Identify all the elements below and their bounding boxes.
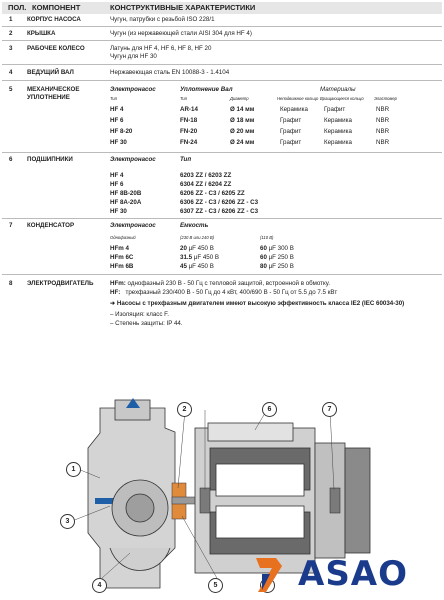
header-component: КОМПОНЕНТ <box>32 3 81 12</box>
capacitor-230v-unit: μF 450 В <box>192 254 219 261</box>
table-header <box>2 2 442 14</box>
pump-body <box>88 398 175 588</box>
seal-stationary-ring: Графит <box>280 117 302 124</box>
bearing-rear <box>330 488 340 513</box>
asao-logo-mark-icon <box>252 552 286 596</box>
row-component: РАБОЧЕЕ КОЛЕСО <box>27 45 85 52</box>
motor-text-hfm: однофазный 230 В - 50 Гц с тепловой защитой, встроенной в обмотку. <box>127 280 330 287</box>
seal-sub-type2: Тип <box>180 96 188 101</box>
capacitor-110v-unit: μF 300 В <box>266 245 294 252</box>
capacitor-sub-230: (230 В или 240 В) <box>180 235 215 240</box>
seal-type: FN-20 <box>180 128 198 135</box>
row-component-line2: УПЛОТНЕНИЕ <box>27 94 70 101</box>
motor-label-hf: HF: <box>110 289 121 296</box>
capacitor-pump: HFm 6B <box>110 263 134 270</box>
callout-5: 5 <box>208 578 223 593</box>
row-number: 8 <box>9 280 13 287</box>
row-description: Латунь для HF 4, HF 6, HF 8, HF 20 <box>110 45 212 52</box>
seal-type: AR-14 <box>180 106 198 113</box>
capacitor-110v-value: 60 <box>260 254 267 261</box>
callout-2: 2 <box>177 402 192 417</box>
motor-note: ➜ Насосы с трехфазным двигателем имеют высокую эффективность класса IE2 (IEC 60034-30) <box>110 300 405 307</box>
callout-7: 7 <box>322 402 337 417</box>
motor-insulation: – Изоляция: класс F. <box>110 311 169 318</box>
row-number: 5 <box>9 86 13 93</box>
motor-text-hf: трехфазный 230/400 В - 50 Гц до 4 кВт, 400/690 В - 50 Гц от 5.5 до 7.5 кВт <box>125 289 338 296</box>
seal-rotating-ring: Керамика <box>324 128 352 135</box>
capacitor-sub-single: Однофазный <box>110 235 136 240</box>
capacitor-110v <box>260 245 294 253</box>
bearing-type: 6304 ZZ / 6204 ZZ <box>180 181 232 188</box>
bearing-type: 6306 ZZ - C3 / 6206 ZZ - C3 <box>180 199 259 206</box>
row-component: КОРПУС НАСОСА <box>27 16 81 23</box>
capacitor-110v-unit: μF 250 В <box>266 254 294 261</box>
bearing-pump: HF 30 <box>110 208 127 215</box>
seal-stationary-ring: Графит <box>280 128 302 135</box>
row-number: 2 <box>9 30 13 37</box>
bearing-pump: HF 4 <box>110 172 124 179</box>
capacitor-230v-value: 45 <box>180 263 187 270</box>
row-component: КРЫШКА <box>27 30 56 37</box>
motor-label-hfm: HFm: <box>110 280 126 287</box>
seal-sub-rot: Вращающееся кольцо <box>320 96 364 101</box>
row-component: ВЕДУЩИЙ ВАЛ <box>27 69 74 76</box>
seal-rotating-ring: Графит <box>324 106 346 113</box>
row-description: Чугун (из нержавеющей стали AISI 304 для HF 4) <box>110 30 252 37</box>
bearing-pump: HF 6 <box>110 181 124 188</box>
seal-diameter: Ø 20 мм <box>230 128 255 135</box>
seal-sub-elast: Эластомер <box>374 96 397 101</box>
capacitor-110v <box>260 263 294 271</box>
bearing-front <box>200 488 210 513</box>
capacitor-230v <box>180 254 219 262</box>
capacitor-110v <box>260 254 294 262</box>
bearings-header-pump: Электронасос <box>110 156 156 163</box>
row-component: ПОДШИПНИКИ <box>27 156 73 163</box>
bearing-type: 6203 ZZ / 6203 ZZ <box>180 172 232 179</box>
seal-elastomer: NBR <box>376 106 390 113</box>
motor-protection: – Степень защиты: IP 44. <box>110 320 183 327</box>
seal-stationary-ring: Графит <box>280 139 302 146</box>
row-component: МЕХАНИЧЕСКОЕ <box>27 86 80 93</box>
capacitor-230v-unit: μF 450 В <box>186 245 214 252</box>
capacitor-230v-value: 31.5 <box>180 254 193 261</box>
row-component: КОНДЕНСАТОР <box>27 222 75 229</box>
row-number: 3 <box>9 45 13 52</box>
callout-1: 1 <box>66 462 81 477</box>
seal-header-seal: Уплотнение Вал <box>180 86 233 93</box>
bearing-type: 6206 ZZ - C3 / 6205 ZZ <box>180 190 245 197</box>
seal-pump: HF 4 <box>110 106 124 113</box>
row-number: 4 <box>9 69 13 76</box>
bearings-header-type: Тип <box>180 156 192 163</box>
capacitor-230v <box>180 263 214 271</box>
callout-6: 6 <box>262 402 277 417</box>
row-number: 6 <box>9 156 13 163</box>
callout-4: 4 <box>92 578 107 593</box>
asao-logo-text: ASAO <box>298 554 409 594</box>
asao-logo <box>252 548 444 600</box>
seal-diameter: Ø 18 мм <box>230 117 255 124</box>
seal-elastomer: NBR <box>376 139 390 146</box>
seal-header-materials: Материалы <box>320 86 356 93</box>
capacitor-110v-value: 60 <box>260 245 267 252</box>
seal-pump: HF 8-20 <box>110 128 133 135</box>
capacitor-110v-unit: μF 250 В <box>266 263 294 270</box>
seal-elastomer: NBR <box>376 128 390 135</box>
seal-diameter: Ø 24 мм <box>230 139 255 146</box>
bearing-pump: HF 8B-20B <box>110 190 142 197</box>
row-number: 1 <box>9 16 13 23</box>
seal-stationary-ring: Керамика <box>280 106 308 113</box>
bearing-type: 6307 ZZ - C3 / 6206 ZZ - C3 <box>180 208 259 215</box>
seal-rotating-ring: Керамика <box>324 117 352 124</box>
capacitor-header-pump: Электронасос <box>110 222 156 229</box>
row-description: Чугун, патрубки с резьбой ISO 228/1 <box>110 16 215 23</box>
row-number: 7 <box>9 222 13 229</box>
seal-header-pump: Электронасос <box>110 86 156 93</box>
row-description: Чугун для HF 30 <box>110 53 157 60</box>
seal-sub-type: Тип <box>110 96 118 101</box>
seal-diameter: Ø 14 мм <box>230 106 255 113</box>
capacitor-pump: HFm 4 <box>110 245 129 252</box>
callout-3: 3 <box>60 514 75 529</box>
seal-rotating-ring: Керамика <box>324 139 352 146</box>
capacitor-230v <box>180 245 214 253</box>
seal-sub-diam: Диаметр <box>230 96 249 101</box>
seal-pump: HF 30 <box>110 139 127 146</box>
capacitor-header-cap: Емкость <box>180 222 209 229</box>
header-specs: КОНСТРУКТИВНЫЕ ХАРАКТЕРИСТИКИ <box>110 3 256 12</box>
seal-sub-ring: Неподвижное кольцо <box>277 96 319 101</box>
capacitor-230v-unit: μF 450 В <box>186 263 214 270</box>
row-component: ЭЛЕКТРОДВИГАТЕЛЬ <box>27 280 94 287</box>
seal-elastomer: NBR <box>376 117 390 124</box>
seal-pump: HF 6 <box>110 117 124 124</box>
capacitor-sub-110: (110 В) <box>260 235 274 240</box>
header-pos: ПОЛ. <box>8 3 27 12</box>
capacitor-230v-value: 20 <box>180 245 187 252</box>
capacitor-110v-value: 80 <box>260 263 267 270</box>
bearing-pump: HF 8A-20A <box>110 199 142 206</box>
seal-type: FN-24 <box>180 139 198 146</box>
seal-type: FN-18 <box>180 117 198 124</box>
capacitor-pump: HFm 6C <box>110 254 134 261</box>
row-description: Нержавеющая сталь EN 10088-3 - 1.4104 <box>110 69 230 76</box>
